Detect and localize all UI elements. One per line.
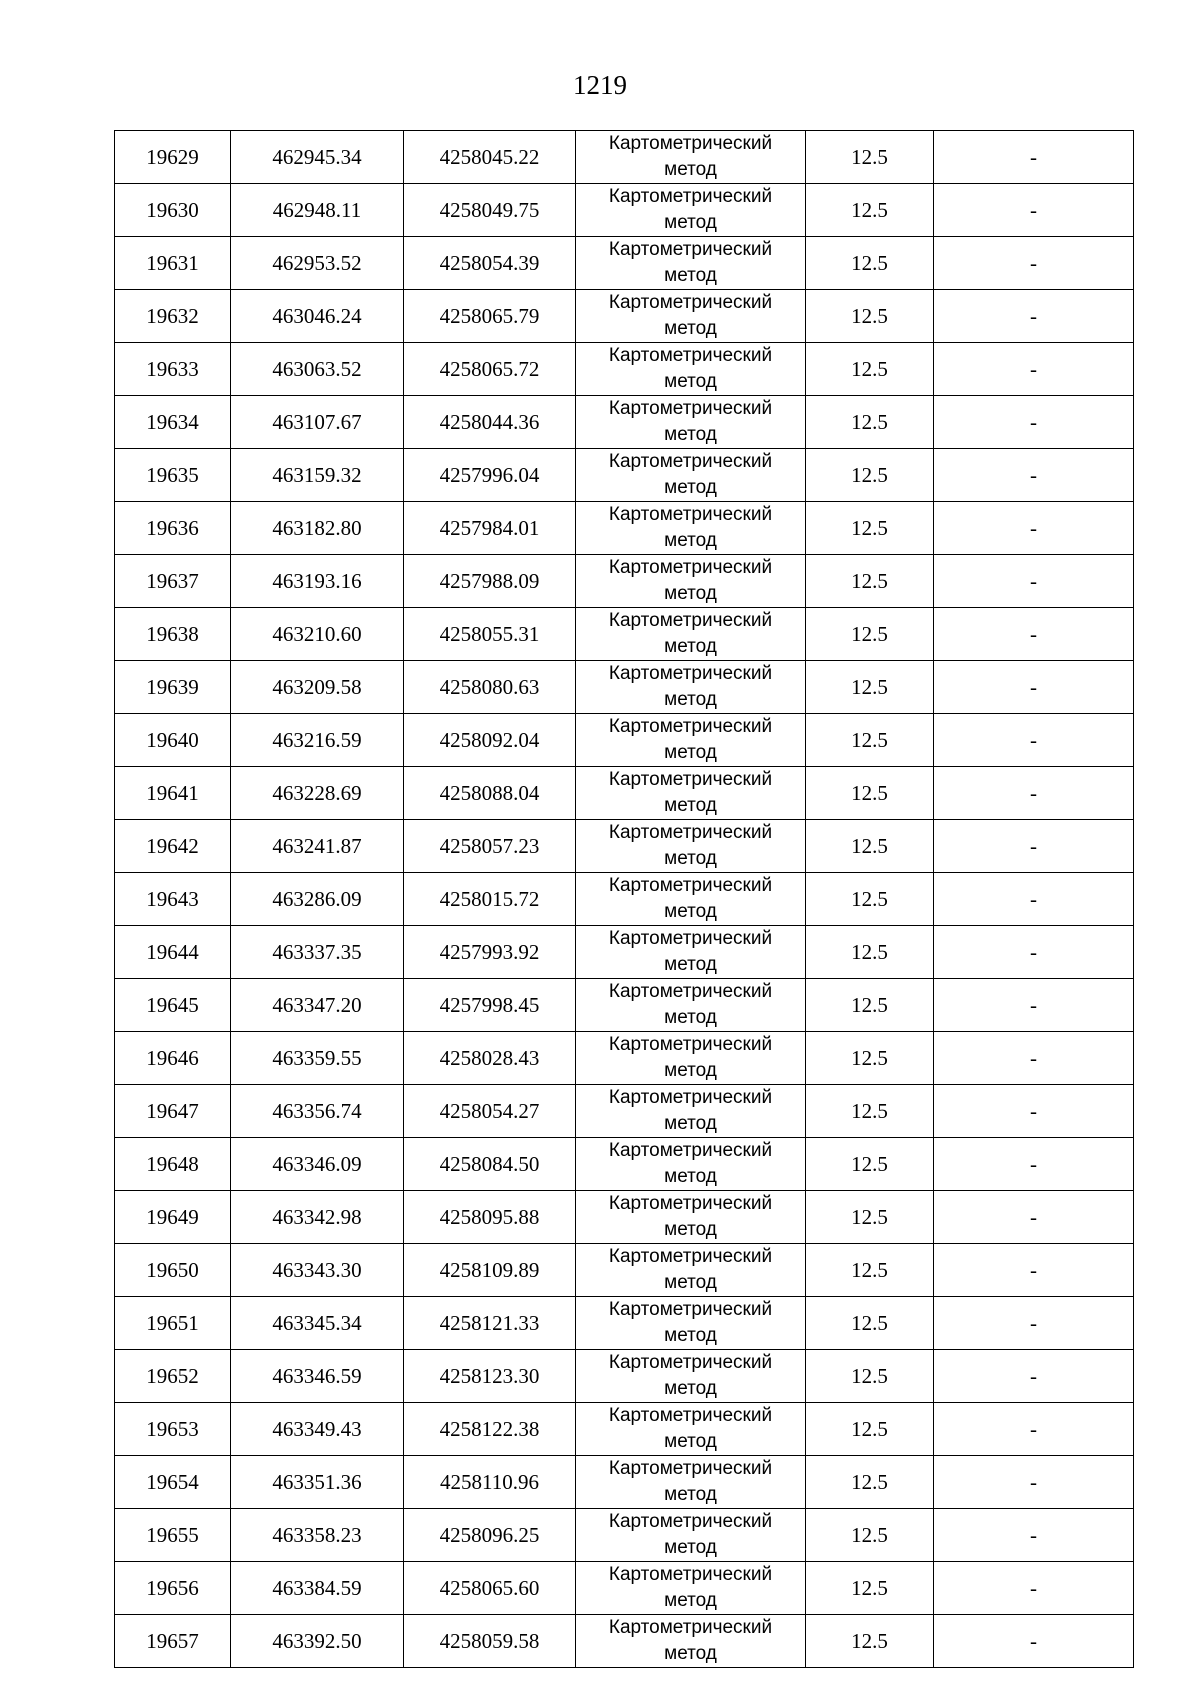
page-number: 1219 xyxy=(573,70,627,100)
point-number-cell: 19643 xyxy=(115,873,231,926)
x-coordinate-cell: 463216.59 xyxy=(231,714,404,767)
method-cell xyxy=(576,1403,806,1456)
point-number-cell: 19645 xyxy=(115,979,231,1032)
method-line-1: Картометрический xyxy=(608,398,773,419)
note-cell: - xyxy=(934,1456,1134,1509)
point-number-cell: 19631 xyxy=(115,237,231,290)
x-coordinate-cell: 463159.32 xyxy=(231,449,404,502)
point-number-cell: 19632 xyxy=(115,290,231,343)
method-line-2: метод xyxy=(664,795,717,816)
table-row xyxy=(115,1615,1134,1668)
table-row xyxy=(115,714,1134,767)
point-number-cell: 19655 xyxy=(115,1509,231,1562)
method-line-2: метод xyxy=(664,212,717,233)
table-row xyxy=(115,1032,1134,1085)
y-coordinate-cell: 4258045.22 xyxy=(404,131,576,184)
table-row xyxy=(115,1456,1134,1509)
method-line-2: метод xyxy=(664,901,717,922)
method-line-1: Картометрический xyxy=(608,557,773,578)
table-row xyxy=(115,767,1134,820)
method-line-2: метод xyxy=(664,1060,717,1081)
y-coordinate-cell: 4258028.43 xyxy=(404,1032,576,1085)
method-cell xyxy=(576,873,806,926)
note-cell: - xyxy=(934,1297,1134,1350)
method-line-2: метод xyxy=(664,318,717,339)
y-coordinate-cell: 4258065.60 xyxy=(404,1562,576,1615)
method-line-2: метод xyxy=(664,1484,717,1505)
note-cell: - xyxy=(934,237,1134,290)
method-line-2: метод xyxy=(664,742,717,763)
method-line-2: метод xyxy=(664,1537,717,1558)
method-line-2: метод xyxy=(664,424,717,445)
y-coordinate-cell: 4257993.92 xyxy=(404,926,576,979)
method-line-1: Картометрический xyxy=(608,1193,773,1214)
accuracy-cell: 12.5 xyxy=(806,979,934,1032)
method-line-1: Картометрический xyxy=(608,928,773,949)
accuracy-cell: 12.5 xyxy=(806,714,934,767)
note-cell: - xyxy=(934,979,1134,1032)
method-line-2: метод xyxy=(664,265,717,286)
method-line-1: Картометрический xyxy=(608,822,773,843)
method-line-2: метод xyxy=(664,1378,717,1399)
table-row xyxy=(115,555,1134,608)
note-cell: - xyxy=(934,343,1134,396)
method-cell xyxy=(576,1509,806,1562)
accuracy-cell: 12.5 xyxy=(806,131,934,184)
table-row xyxy=(115,1244,1134,1297)
table-row xyxy=(115,608,1134,661)
method-line-1: Картометрический xyxy=(608,451,773,472)
y-coordinate-cell: 4258065.79 xyxy=(404,290,576,343)
x-coordinate-cell: 463351.36 xyxy=(231,1456,404,1509)
y-coordinate-cell: 4258054.39 xyxy=(404,237,576,290)
table-row xyxy=(115,237,1134,290)
note-cell: - xyxy=(934,396,1134,449)
y-coordinate-cell: 4258065.72 xyxy=(404,343,576,396)
accuracy-cell: 12.5 xyxy=(806,555,934,608)
table-row xyxy=(115,396,1134,449)
method-line-1: Картометрический xyxy=(608,345,773,366)
y-coordinate-cell: 4258123.30 xyxy=(404,1350,576,1403)
accuracy-cell: 12.5 xyxy=(806,502,934,555)
accuracy-cell: 12.5 xyxy=(806,1509,934,1562)
method-cell xyxy=(576,767,806,820)
method-cell xyxy=(576,1032,806,1085)
method-cell xyxy=(576,820,806,873)
method-line-1: Картометрический xyxy=(608,769,773,790)
method-line-1: Картометрический xyxy=(608,716,773,737)
method-line-2: метод xyxy=(664,1272,717,1293)
x-coordinate-cell: 463210.60 xyxy=(231,608,404,661)
note-cell: - xyxy=(934,1562,1134,1615)
table-body xyxy=(115,131,1134,1668)
method-line-1: Картометрический xyxy=(608,1617,773,1638)
x-coordinate-cell: 463356.74 xyxy=(231,1085,404,1138)
accuracy-cell: 12.5 xyxy=(806,1615,934,1668)
table-row xyxy=(115,131,1134,184)
x-coordinate-cell: 462945.34 xyxy=(231,131,404,184)
method-line-2: метод xyxy=(664,1325,717,1346)
x-coordinate-cell: 463359.55 xyxy=(231,1032,404,1085)
note-cell: - xyxy=(934,714,1134,767)
method-line-1: Картометрический xyxy=(608,1511,773,1532)
y-coordinate-cell: 4258044.36 xyxy=(404,396,576,449)
accuracy-cell: 12.5 xyxy=(806,873,934,926)
y-coordinate-cell: 4257988.09 xyxy=(404,555,576,608)
x-coordinate-cell: 463107.67 xyxy=(231,396,404,449)
method-cell xyxy=(576,1191,806,1244)
table-row xyxy=(115,1191,1134,1244)
method-line-1: Картометрический xyxy=(608,1299,773,1320)
accuracy-cell: 12.5 xyxy=(806,767,934,820)
method-line-1: Картометрический xyxy=(608,1087,773,1108)
x-coordinate-cell: 463347.20 xyxy=(231,979,404,1032)
note-cell: - xyxy=(934,1615,1134,1668)
table-row xyxy=(115,926,1134,979)
accuracy-cell: 12.5 xyxy=(806,661,934,714)
y-coordinate-cell: 4258092.04 xyxy=(404,714,576,767)
accuracy-cell: 12.5 xyxy=(806,1456,934,1509)
method-cell xyxy=(576,661,806,714)
x-coordinate-cell: 463241.87 xyxy=(231,820,404,873)
table-row xyxy=(115,1403,1134,1456)
x-coordinate-cell: 463193.16 xyxy=(231,555,404,608)
accuracy-cell: 12.5 xyxy=(806,926,934,979)
method-cell xyxy=(576,608,806,661)
note-cell: - xyxy=(934,131,1134,184)
method-cell xyxy=(576,131,806,184)
accuracy-cell: 12.5 xyxy=(806,290,934,343)
method-cell xyxy=(576,1456,806,1509)
accuracy-cell: 12.5 xyxy=(806,1191,934,1244)
table-row xyxy=(115,1138,1134,1191)
method-line-2: метод xyxy=(664,530,717,551)
table-row xyxy=(115,1562,1134,1615)
accuracy-cell: 12.5 xyxy=(806,1403,934,1456)
y-coordinate-cell: 4258084.50 xyxy=(404,1138,576,1191)
point-number-cell: 19630 xyxy=(115,184,231,237)
y-coordinate-cell: 4258015.72 xyxy=(404,873,576,926)
x-coordinate-cell: 463182.80 xyxy=(231,502,404,555)
method-line-1: Картометрический xyxy=(608,1564,773,1585)
note-cell: - xyxy=(934,1085,1134,1138)
method-cell xyxy=(576,1562,806,1615)
method-line-1: Картометрический xyxy=(608,875,773,896)
note-cell: - xyxy=(934,873,1134,926)
note-cell: - xyxy=(934,1244,1134,1297)
table-row xyxy=(115,343,1134,396)
point-number-cell: 19638 xyxy=(115,608,231,661)
method-line-1: Картометрический xyxy=(608,292,773,313)
method-line-1: Картометрический xyxy=(608,1034,773,1055)
note-cell: - xyxy=(934,1138,1134,1191)
x-coordinate-cell: 463286.09 xyxy=(231,873,404,926)
x-coordinate-cell: 463228.69 xyxy=(231,767,404,820)
accuracy-cell: 12.5 xyxy=(806,1085,934,1138)
y-coordinate-cell: 4257984.01 xyxy=(404,502,576,555)
y-coordinate-cell: 4258109.89 xyxy=(404,1244,576,1297)
point-number-cell: 19647 xyxy=(115,1085,231,1138)
x-coordinate-cell: 463209.58 xyxy=(231,661,404,714)
point-number-cell: 19634 xyxy=(115,396,231,449)
method-line-2: метод xyxy=(664,1643,717,1664)
method-line-1: Картометрический xyxy=(608,239,773,260)
method-cell xyxy=(576,1244,806,1297)
point-number-cell: 19642 xyxy=(115,820,231,873)
method-line-1: Картометрический xyxy=(608,1352,773,1373)
accuracy-cell: 12.5 xyxy=(806,1244,934,1297)
method-line-2: метод xyxy=(664,371,717,392)
table-row xyxy=(115,979,1134,1032)
table-row xyxy=(115,1085,1134,1138)
point-number-cell: 19648 xyxy=(115,1138,231,1191)
method-line-2: метод xyxy=(664,1007,717,1028)
note-cell: - xyxy=(934,1509,1134,1562)
table-row xyxy=(115,873,1134,926)
accuracy-cell: 12.5 xyxy=(806,608,934,661)
point-number-cell: 19651 xyxy=(115,1297,231,1350)
note-cell: - xyxy=(934,661,1134,714)
point-number-cell: 19650 xyxy=(115,1244,231,1297)
method-line-2: метод xyxy=(664,159,717,180)
method-cell xyxy=(576,343,806,396)
y-coordinate-cell: 4258096.25 xyxy=(404,1509,576,1562)
note-cell: - xyxy=(934,502,1134,555)
note-cell: - xyxy=(934,767,1134,820)
point-number-cell: 19636 xyxy=(115,502,231,555)
table-row xyxy=(115,1350,1134,1403)
point-number-cell: 19657 xyxy=(115,1615,231,1668)
x-coordinate-cell: 463349.43 xyxy=(231,1403,404,1456)
table-row xyxy=(115,820,1134,873)
accuracy-cell: 12.5 xyxy=(806,237,934,290)
method-line-2: метод xyxy=(664,689,717,710)
method-cell xyxy=(576,979,806,1032)
point-number-cell: 19640 xyxy=(115,714,231,767)
x-coordinate-cell: 463342.98 xyxy=(231,1191,404,1244)
method-line-1: Картометрический xyxy=(608,610,773,631)
method-cell xyxy=(576,714,806,767)
method-cell xyxy=(576,396,806,449)
table-row xyxy=(115,1297,1134,1350)
y-coordinate-cell: 4258121.33 xyxy=(404,1297,576,1350)
y-coordinate-cell: 4257996.04 xyxy=(404,449,576,502)
method-cell xyxy=(576,502,806,555)
method-line-1: Картометрический xyxy=(608,981,773,1002)
table-row xyxy=(115,184,1134,237)
x-coordinate-cell: 463392.50 xyxy=(231,1615,404,1668)
note-cell: - xyxy=(934,555,1134,608)
note-cell: - xyxy=(934,184,1134,237)
method-cell xyxy=(576,1615,806,1668)
point-number-cell: 19649 xyxy=(115,1191,231,1244)
accuracy-cell: 12.5 xyxy=(806,1032,934,1085)
point-number-cell: 19653 xyxy=(115,1403,231,1456)
method-line-2: метод xyxy=(664,1166,717,1187)
method-cell xyxy=(576,1297,806,1350)
method-cell xyxy=(576,237,806,290)
method-line-1: Картометрический xyxy=(608,186,773,207)
method-line-1: Картометрический xyxy=(608,1458,773,1479)
point-number-cell: 19656 xyxy=(115,1562,231,1615)
y-coordinate-cell: 4258110.96 xyxy=(404,1456,576,1509)
y-coordinate-cell: 4258057.23 xyxy=(404,820,576,873)
note-cell: - xyxy=(934,1403,1134,1456)
x-coordinate-cell: 463384.59 xyxy=(231,1562,404,1615)
y-coordinate-cell: 4258095.88 xyxy=(404,1191,576,1244)
y-coordinate-cell: 4258054.27 xyxy=(404,1085,576,1138)
table-row xyxy=(115,449,1134,502)
accuracy-cell: 12.5 xyxy=(806,1562,934,1615)
method-line-2: метод xyxy=(664,1590,717,1611)
method-line-2: метод xyxy=(664,1113,717,1134)
accuracy-cell: 12.5 xyxy=(806,820,934,873)
table-row xyxy=(115,1509,1134,1562)
x-coordinate-cell: 463046.24 xyxy=(231,290,404,343)
method-line-2: метод xyxy=(664,636,717,657)
note-cell: - xyxy=(934,1191,1134,1244)
method-cell xyxy=(576,449,806,502)
point-number-cell: 19654 xyxy=(115,1456,231,1509)
method-line-2: метод xyxy=(664,583,717,604)
accuracy-cell: 12.5 xyxy=(806,184,934,237)
note-cell: - xyxy=(934,290,1134,343)
x-coordinate-cell: 463345.34 xyxy=(231,1297,404,1350)
method-line-2: метод xyxy=(664,954,717,975)
y-coordinate-cell: 4258055.31 xyxy=(404,608,576,661)
accuracy-cell: 12.5 xyxy=(806,1350,934,1403)
method-cell xyxy=(576,555,806,608)
x-coordinate-cell: 463343.30 xyxy=(231,1244,404,1297)
method-line-2: метод xyxy=(664,1431,717,1452)
point-number-cell: 19633 xyxy=(115,343,231,396)
note-cell: - xyxy=(934,608,1134,661)
table-row xyxy=(115,290,1134,343)
note-cell: - xyxy=(934,1032,1134,1085)
method-line-2: метод xyxy=(664,848,717,869)
method-cell xyxy=(576,184,806,237)
point-number-cell: 19635 xyxy=(115,449,231,502)
note-cell: - xyxy=(934,820,1134,873)
accuracy-cell: 12.5 xyxy=(806,396,934,449)
method-line-1: Картометрический xyxy=(608,1140,773,1161)
accuracy-cell: 12.5 xyxy=(806,1138,934,1191)
method-line-1: Картометрический xyxy=(608,504,773,525)
method-line-1: Картометрический xyxy=(608,1246,773,1267)
y-coordinate-cell: 4258088.04 xyxy=(404,767,576,820)
x-coordinate-cell: 462953.52 xyxy=(231,237,404,290)
x-coordinate-cell: 463337.35 xyxy=(231,926,404,979)
point-number-cell: 19652 xyxy=(115,1350,231,1403)
x-coordinate-cell: 463358.23 xyxy=(231,1509,404,1562)
y-coordinate-cell: 4258049.75 xyxy=(404,184,576,237)
method-cell xyxy=(576,1085,806,1138)
point-number-cell: 19644 xyxy=(115,926,231,979)
point-number-cell: 19629 xyxy=(115,131,231,184)
method-cell xyxy=(576,290,806,343)
y-coordinate-cell: 4257998.45 xyxy=(404,979,576,1032)
table-row xyxy=(115,661,1134,714)
method-line-1: Картометрический xyxy=(608,663,773,684)
method-cell xyxy=(576,1138,806,1191)
method-line-2: метод xyxy=(664,477,717,498)
point-number-cell: 19637 xyxy=(115,555,231,608)
coordinates-table xyxy=(114,130,1134,1668)
y-coordinate-cell: 4258059.58 xyxy=(404,1615,576,1668)
point-number-cell: 19639 xyxy=(115,661,231,714)
x-coordinate-cell: 463063.52 xyxy=(231,343,404,396)
y-coordinate-cell: 4258080.63 xyxy=(404,661,576,714)
x-coordinate-cell: 463346.09 xyxy=(231,1138,404,1191)
note-cell: - xyxy=(934,926,1134,979)
x-coordinate-cell: 463346.59 xyxy=(231,1350,404,1403)
method-line-1: Картометрический xyxy=(608,1405,773,1426)
note-cell: - xyxy=(934,1350,1134,1403)
x-coordinate-cell: 462948.11 xyxy=(231,184,404,237)
method-cell xyxy=(576,1350,806,1403)
table-row xyxy=(115,502,1134,555)
method-cell xyxy=(576,926,806,979)
point-number-cell: 19641 xyxy=(115,767,231,820)
point-number-cell: 19646 xyxy=(115,1032,231,1085)
method-line-2: метод xyxy=(664,1219,717,1240)
method-line-1: Картометрический xyxy=(608,133,773,154)
note-cell: - xyxy=(934,449,1134,502)
accuracy-cell: 12.5 xyxy=(806,1297,934,1350)
y-coordinate-cell: 4258122.38 xyxy=(404,1403,576,1456)
accuracy-cell: 12.5 xyxy=(806,343,934,396)
accuracy-cell: 12.5 xyxy=(806,449,934,502)
